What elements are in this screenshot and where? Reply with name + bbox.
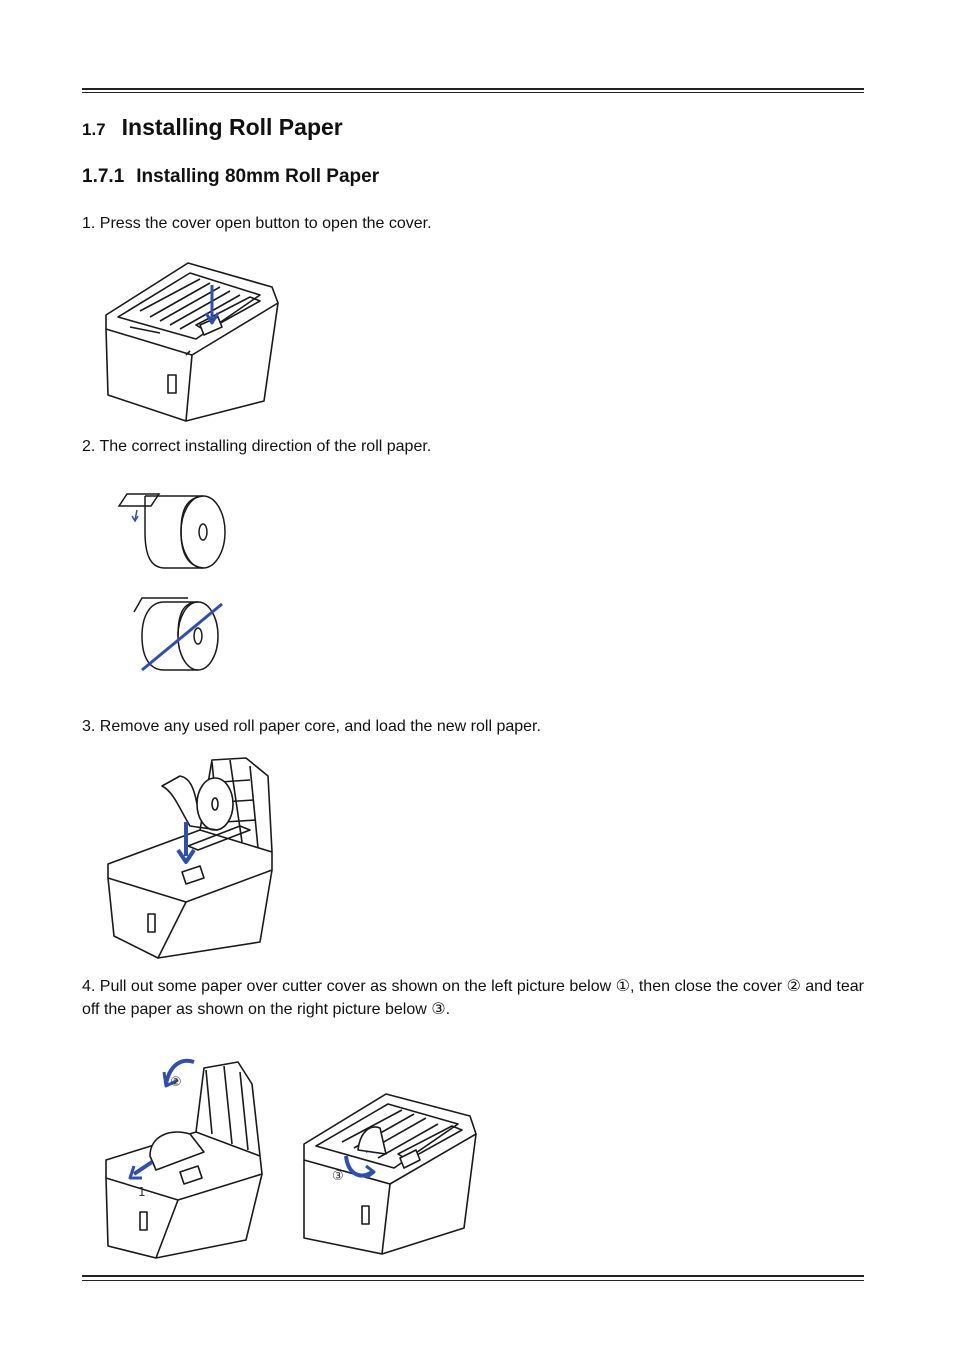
subsection-title: Installing 80mm Roll Paper bbox=[136, 166, 380, 187]
step-2-text: 2. The correct installing direction of the roll paper. bbox=[82, 438, 432, 455]
figure-tear-paper bbox=[298, 1088, 483, 1258]
section-number: 1.7 bbox=[82, 120, 106, 139]
figure-pull-paper bbox=[100, 1050, 270, 1260]
label-step-two: ② bbox=[170, 1075, 182, 1090]
header-rule bbox=[82, 88, 864, 93]
section-title: Installing Roll Paper bbox=[121, 114, 343, 140]
subsection-heading bbox=[82, 166, 379, 188]
figure-roll-correct bbox=[115, 490, 230, 575]
label-step-one: 1 bbox=[138, 1185, 146, 1199]
subsection-number: 1.7.1 bbox=[82, 166, 125, 187]
figure-roll-incorrect bbox=[128, 592, 233, 677]
step-1-text: 1. Press the cover open button to open the cover. bbox=[82, 215, 432, 232]
footer-rule bbox=[82, 1275, 864, 1281]
step-4-text: 4. Pull out some paper over cutter cover as shown on the left picture below ①, then close the cover ② and tear off the paper as shown on the right picture below ③. bbox=[82, 978, 864, 1018]
section-heading bbox=[82, 114, 343, 141]
figure-load-roll bbox=[100, 752, 280, 967]
figure-open-cover bbox=[100, 255, 290, 430]
label-step-three: ③ bbox=[332, 1169, 344, 1184]
step-3-text: 3. Remove any used roll paper core, and load the new roll paper. bbox=[82, 718, 541, 735]
